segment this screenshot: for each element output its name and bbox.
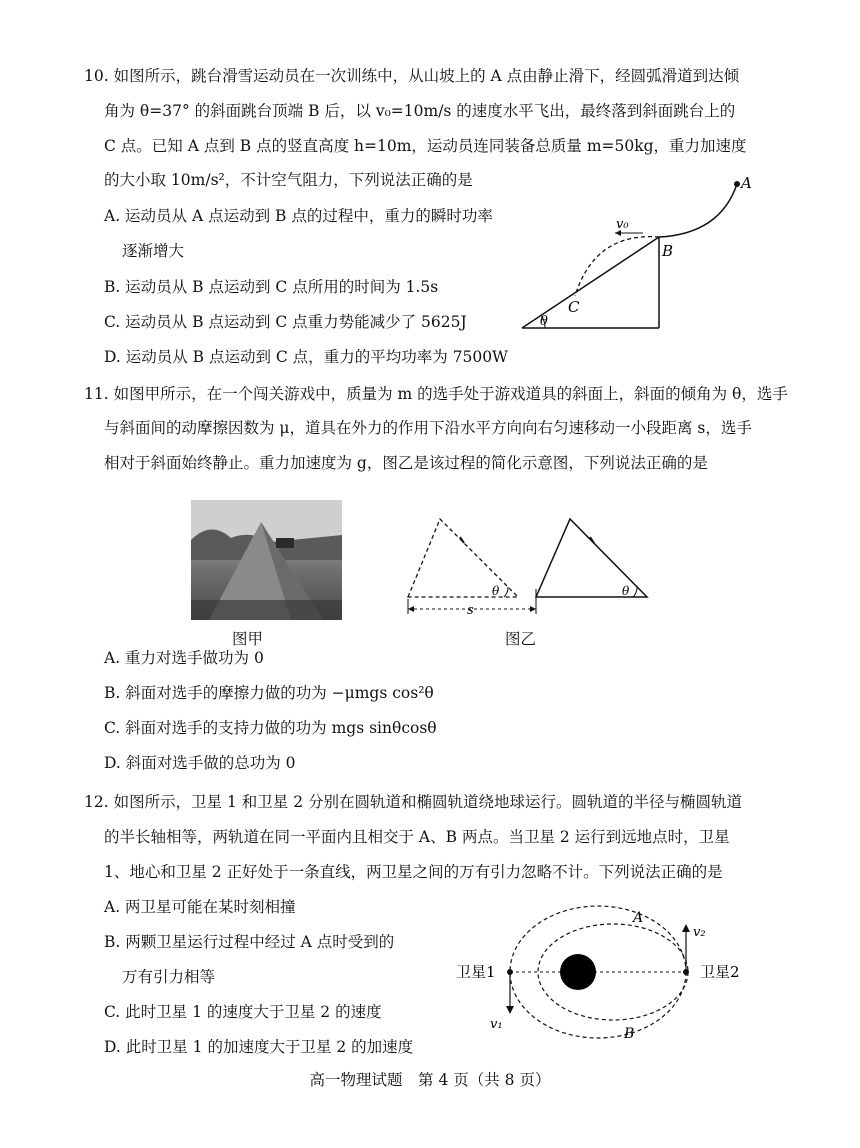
q12-line-2: 的半长轴相等，两轨道在同一平面内且相交于 A、B 两点。当卫星 2 运行到远地点时，卫星 <box>104 828 730 846</box>
yi-theta-right: θ <box>622 584 630 598</box>
q10-line-3: C 点。已知 A 点到 B 点的竖直高度 h=10m，运动员连同装备总质量 m=50kg，重力加速度 <box>104 137 747 155</box>
q11-option-b: B. 斜面对选手的摩擦力做的功为 −μmgs cos²θ <box>104 684 434 702</box>
caption-yi: 图乙 <box>505 630 537 648</box>
q12-line-1: 12. 如图所示，卫星 1 和卫星 2 分别在圆轨道和椭圆轨道绕地球运行。圆轨道的半径与椭圆轨道 <box>84 793 743 811</box>
q12-option-c: C. 此时卫星 1 的速度大于卫星 2 的速度 <box>104 1003 382 1021</box>
page-footer: 高一物理试题 第 4 页（共 8 页） <box>309 1071 551 1089</box>
q10-option-c: C. 运动员从 B 点运动到 C 点重力势能减少了 5625J <box>104 313 467 331</box>
q10-line-1: 10. 如图所示，跳台滑雪运动员在一次训练中，从山坡上的 A 点由静止滑下，经圆弧滑道到达倾 <box>84 67 740 85</box>
q12-line-3: 1、地心和卫星 2 正好处于一条直线，两卫星之间的万有引力忽略不计。下列说法正确的是 <box>104 863 723 881</box>
q10-option-a: A. 运动员从 A 点运动到 B 点的过程中，重力的瞬时功率 <box>104 207 493 225</box>
point-b-label: B <box>662 242 674 260</box>
q10-option-b: B. 运动员从 B 点运动到 C 点所用的时间为 1.5s <box>104 278 439 296</box>
q11-line-3: 相对于斜面始终静止。重力加速度为 g，图乙是该过程的简化示意图，下列说法正确的是 <box>104 454 708 472</box>
sat2-label: 卫星2 <box>700 963 740 981</box>
q12-option-b: B. 两颗卫星运行过程中经过 A 点时受到的 <box>104 933 395 951</box>
point-a-label: A <box>741 176 752 192</box>
v1-label: v₁ <box>490 1017 503 1032</box>
q12-option-b-cont: 万有引力相等 <box>122 968 216 986</box>
q11-option-d: D. 斜面对选手做的总功为 0 <box>104 754 296 772</box>
q10-line-4: 的大小取 10m/s²，不计空气阻力，下列说法正确的是 <box>104 171 473 189</box>
q11-option-c: C. 斜面对选手的支持力做的功为 mgs sinθcosθ <box>104 719 437 737</box>
figure-jia-photo <box>191 500 342 620</box>
caption-jia: 图甲 <box>232 630 264 648</box>
q10-option-d: D. 运动员从 B 点运动到 C 点，重力的平均功率为 7500W <box>104 348 508 366</box>
yi-theta-left: θ <box>492 584 500 598</box>
q11-line-1: 11. 如图甲所示，在一个闯关游戏中，质量为 m 的选手处于游戏道具的斜面上，斜面的倾角为 θ，选手 <box>84 385 788 403</box>
sat1-label: 卫星1 <box>456 963 496 981</box>
v0-label: v₀ <box>616 217 629 232</box>
satellite-1-dot <box>507 969 513 975</box>
satellite-2-dot <box>683 969 689 975</box>
ski-jump-diagram <box>515 176 765 336</box>
q10-line-2: 角为 θ=37° 的斜面跳台顶端 B 后，以 v₀=10m/s 的速度水平飞出，最终落到斜面跳台上的 <box>104 102 736 120</box>
yi-s-label: s <box>467 603 474 617</box>
earth-icon <box>560 954 596 990</box>
v2-label: v₂ <box>693 925 706 940</box>
point-c-label: C <box>568 298 580 316</box>
q12-option-a: A. 两卫星可能在某时刻相撞 <box>104 898 296 916</box>
satellite-orbit-diagram <box>450 900 780 1050</box>
q12-option-d: D. 此时卫星 1 的加速度大于卫星 2 的加速度 <box>104 1038 414 1056</box>
q10-option-a-cont: 逐渐增大 <box>122 242 185 260</box>
orbit-point-a-label: A <box>633 910 644 926</box>
figure-yi-diagram <box>400 517 655 617</box>
q11-line-2: 与斜面间的动摩擦因数为 μ，道具在外力的作用下沿水平方向向右匀速移动一小段距离 s，选手 <box>104 419 752 437</box>
q11-option-a: A. 重力对选手做功为 0 <box>104 649 264 667</box>
theta-label: θ <box>540 314 548 329</box>
orbit-point-b-label: B <box>624 1026 635 1042</box>
